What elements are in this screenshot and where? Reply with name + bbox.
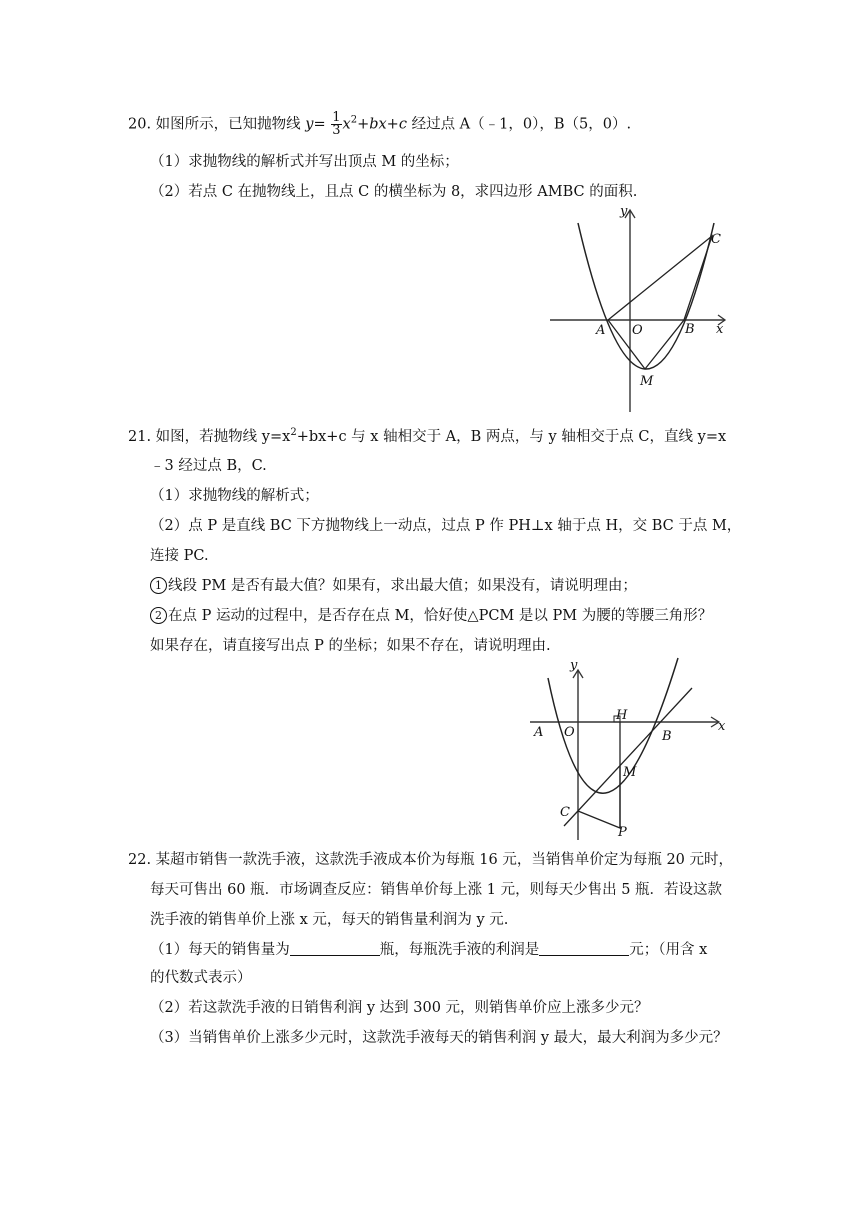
q21-part2-a: （2）点 P 是直线 BC 下方抛物线上一动点，过点 P 作 PH⊥x 轴于点 H，交 BC 于点 M， (150, 518, 742, 534)
label-P: P (618, 825, 627, 840)
q21-sub1-text: 线段 PM 是否有最大值？如果有，求出最大值；如果没有，请说明理由； (168, 578, 637, 594)
label-O: O (564, 725, 575, 740)
q21-sub2 (150, 606, 712, 626)
q22-number: 22. (128, 852, 152, 868)
circled-number-2: 2 (150, 607, 167, 624)
q22-part1-d: 的代数式表示） (150, 970, 252, 986)
q21-sub2-text: 在点 P 运动的过程中，是否存在点 M，恰好使△PCM 是以 PM 为腰的等腰三角形？ (168, 608, 713, 624)
q20-part1: （1）求抛物线的解析式并写出顶点 M 的坐标； (150, 154, 459, 170)
q20-y-eq: y= (305, 116, 326, 133)
label-x: x (716, 322, 724, 337)
q22-line1: 某超市销售一款洗手液，这款洗手液成本价为每瓶 16 元，当销售单价定为每瓶 20 元时， (155, 852, 734, 868)
q22-part1 (150, 940, 707, 960)
q22-part1-a: （1）每天的销售量为 (150, 942, 290, 958)
q21-part2-b: 连接 PC. (150, 548, 209, 564)
answer-blank-profit[interactable] (539, 941, 629, 956)
label-H: H (616, 708, 628, 723)
q20-number: 20. (128, 116, 152, 133)
q21-stem-line1: 21. 如图，若抛物线 $y=x^2+bx+c$ 与 x 轴相交于 A，B 两点，与 y 轴相交于点 C，直线 y=x (128, 427, 727, 445)
q22-stem-line2: 每天可售出 60 瓶．市场调查反应：销售单价每上涨 1 元，则每天少售出 5 瓶．若设这款 (150, 882, 723, 898)
segment-PC (578, 766, 620, 828)
q21-sub1 (150, 576, 637, 596)
q20-stem: 20. 如图所示，已知抛物线 y= $\frac{1}{3}$ $x^2+bx+c$ 经过点 A（﹣1，0），B（5，0）. (128, 110, 632, 138)
q21-number: 21. (128, 429, 152, 445)
label-M: M (623, 765, 637, 780)
fraction-numerator: 1 (332, 110, 341, 125)
label-C: C (560, 805, 570, 820)
label-B: B (685, 322, 695, 337)
q20-part2: （2）若点 C 在抛物线上，且点 C 的横坐标为 8，求四边形 AMBC 的面积. (150, 184, 638, 200)
label-y: y (570, 658, 578, 673)
q22-part1-b: 瓶，每瓶洗手液的利润是 (379, 942, 540, 958)
q22-part3: （3）当销售单价上涨多少元时，这款洗手液每天的销售利润 y 最大，最大利润为多少元？ (150, 1030, 728, 1046)
q22-part2: （2）若这款洗手液的日销售利润 y 达到 300 元，则销售单价应上涨多少元？ (150, 1000, 649, 1016)
q20-intro: 如图所示，已知抛物线 (155, 116, 301, 133)
line-BC (564, 688, 692, 826)
q20-figure (548, 205, 728, 415)
q20-x: x (342, 116, 351, 133)
fraction-denominator: 3 (332, 123, 341, 138)
q21-line1a: 如图，若抛物线 y=x (155, 429, 291, 445)
answer-blank-sales[interactable] (290, 941, 380, 956)
label-x: x (718, 719, 726, 734)
circled-number-1: 1 (150, 577, 167, 594)
quadrilateral-AMBC (608, 236, 712, 369)
label-O: O (632, 323, 643, 338)
q21-figure (528, 658, 728, 843)
q21-sub2-b: 如果存在，请直接写出点 P 的坐标；如果不存在，请说明理由. (150, 638, 551, 654)
q20-eq-tail: +bx+c (357, 116, 407, 133)
q21-part1: （1）求抛物线的解析式； (150, 488, 319, 504)
parabola (578, 223, 714, 369)
q21-stem-line2: ﹣3 经过点 B，C. (150, 458, 267, 474)
q20-intro-b: 经过点 A（﹣1，0），B（5，0）. (406, 116, 632, 133)
label-A: A (534, 725, 544, 740)
q20-fraction (331, 112, 341, 137)
q22-part1-c: 元；（用含 x (629, 942, 708, 958)
label-M: M (640, 374, 654, 389)
label-y: y (620, 204, 628, 219)
label-C: C (711, 232, 721, 247)
q21-line1b: +bx+c 与 x 轴相交于 A，B 两点，与 y 轴相交于点 C，直线 y=x (296, 429, 727, 445)
q22-stem-line3: 洗手液的销售单价上涨 x 元，每天的销售量利润为 y 元. (150, 912, 509, 928)
label-B: B (662, 729, 672, 744)
label-A: A (596, 323, 606, 338)
q22-stem-line1 (128, 850, 733, 870)
